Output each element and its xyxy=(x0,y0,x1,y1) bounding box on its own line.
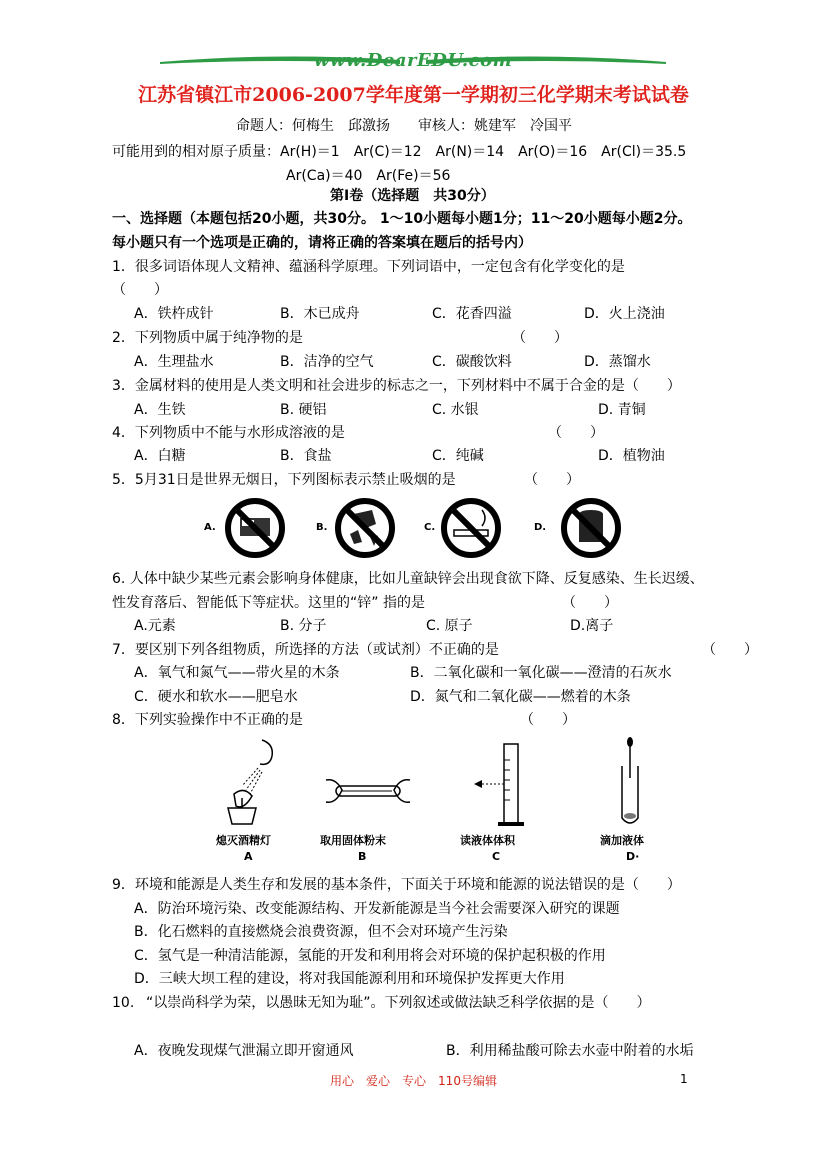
q9-option-b[interactable]: B．化石燃料的直接燃烧会浪费资源，但不会对环境产生污染 xyxy=(134,924,508,940)
q4-option-c[interactable]: C．纯碱 xyxy=(432,448,484,464)
volume-title: 第Ⅰ卷（选择题 共30分） xyxy=(330,188,495,204)
q2-option-b[interactable]: B．洁净的空气 xyxy=(280,354,374,370)
q10-option-a[interactable]: A．夜晚发现煤气泄漏立即开窗通风 xyxy=(134,1043,354,1059)
q4-option-d[interactable]: D．植物油 xyxy=(598,448,665,464)
q3-option-a[interactable]: A．生铁 xyxy=(134,402,186,418)
take-solid-powder-icon[interactable] xyxy=(322,764,414,828)
no-smoking-sign-c-icon[interactable] xyxy=(438,496,504,560)
q2-option-a[interactable]: A．生理盐水 xyxy=(134,354,214,370)
q8-stem: 8．下列实验操作中不正确的是 xyxy=(112,712,303,728)
q4-answer-paren[interactable]: （ ） xyxy=(548,425,604,441)
q9-stem: 9．环境和能源是人类生存和发展的基本条件，下面关于环境和能源的说法错误的是（ ） xyxy=(112,877,681,893)
q3-option-c[interactable]: C. 水银 xyxy=(432,402,479,418)
q6-option-a[interactable]: A.元素 xyxy=(134,618,176,634)
q5-figure xyxy=(200,494,646,562)
q2-option-d[interactable]: D．蒸馏水 xyxy=(584,354,651,370)
q1-option-d[interactable]: D．火上浇油 xyxy=(584,306,665,322)
q2-option-c[interactable]: C．碳酸饮料 xyxy=(432,354,512,370)
q6-stem-line-1: 6. 人体中缺少某些元素会影响身体健康，比如儿童缺锌会出现食欲下降、反复感染、生长迟缓、 xyxy=(112,571,704,587)
extinguish-alcohol-lamp-icon[interactable] xyxy=(222,736,292,828)
q8-caption-b: 取用固体粉末 xyxy=(320,834,386,847)
q1-stem: 1．很多词语体现人文精神、蕴涵科学原理。下列词语中，一定包含有化学变化的是 xyxy=(112,259,625,275)
q8-letter-d: D· xyxy=(626,850,640,863)
q8-caption-d: 滴加液体 xyxy=(600,834,644,847)
q6-option-d[interactable]: D.离子 xyxy=(570,618,614,634)
q3-option-d[interactable]: D. 青铜 xyxy=(598,402,646,418)
q8-letter-b: B xyxy=(358,850,367,863)
q5-figure-label-a: A. xyxy=(204,522,216,533)
q8-answer-paren[interactable]: （ ） xyxy=(520,712,576,728)
no-smoking-sign-b-icon[interactable] xyxy=(332,496,398,560)
q7-option-c[interactable]: C．硬水和软水——肥皂水 xyxy=(134,689,298,705)
q10-number: 10. xyxy=(112,995,135,1011)
q1-option-a[interactable]: A．铁杵成针 xyxy=(134,306,214,322)
exam-title: 江苏省镇江市2006-2007学年度第一学期初三化学期末考试试卷 xyxy=(138,84,689,106)
q8-figure xyxy=(212,736,682,868)
q5-figure-label-d: D. xyxy=(534,522,547,533)
q8-caption-a: 熄灭酒精灯 xyxy=(216,834,271,847)
q9-option-a[interactable]: A．防治环境污染、改变能源结构、开发新能源是当今社会需要深入研究的课题 xyxy=(134,901,620,917)
page-number: 1 xyxy=(680,1072,688,1086)
q5-figure-label-c: C. xyxy=(424,522,436,533)
q1-option-b[interactable]: B．木已成舟 xyxy=(280,306,360,322)
no-smoking-sign-a-icon[interactable] xyxy=(222,496,288,560)
q3-option-b[interactable]: B. 硬铝 xyxy=(280,402,327,418)
add-liquid-dropper-icon[interactable] xyxy=(602,736,652,828)
q7-option-a[interactable]: A．氧气和氮气——带火星的木条 xyxy=(134,665,340,681)
read-liquid-volume-icon[interactable] xyxy=(468,740,538,828)
q4-stem: 4．下列物质中不能与水形成溶液的是 xyxy=(112,425,345,441)
q3-stem: 3．金属材料的使用是人类文明和社会进步的标志之一，下列材料中不属于合金的是（ ） xyxy=(112,378,681,394)
q6-answer-paren[interactable]: （ ） xyxy=(562,595,618,611)
site-url[interactable]: www.DearEDU.com xyxy=(313,50,513,71)
q7-stem: 7．要区别下列各组物质，所选择的方法（或试剂）不正确的是 xyxy=(112,642,499,658)
section-heading-line-1: 一、选择题（本题包括20小题，共30分。 1～10小题每小题1分；11～20小题每小题2分。 xyxy=(112,211,692,227)
q10-stem: “以崇尚科学为荣，以愚昧无知为耻”。下列叙述或做法缺乏科学依据的是（ ） xyxy=(146,995,651,1011)
atomic-masses-line-1: 可能用到的相对原子质量：Ar(H)＝1 Ar(C)＝12 Ar(N)＝14 Ar(O)＝16 Ar(Cl)＝35.5 xyxy=(112,144,687,160)
q6-option-c[interactable]: C. 原子 xyxy=(426,618,473,634)
authors-line: 命题人：何梅生 邱激扬 审核人：姚建军 冷国平 xyxy=(236,118,572,134)
q4-option-a[interactable]: A．白糖 xyxy=(134,448,186,464)
q2-answer-paren[interactable]: （ ） xyxy=(512,330,568,346)
q5-answer-paren[interactable]: （ ） xyxy=(524,472,580,488)
section-heading-line-2: 每小题只有一个选项是正确的，请将正确的答案填在题后的括号内） xyxy=(112,235,532,251)
q7-answer-paren[interactable]: （ ） xyxy=(702,642,758,658)
q10-option-b[interactable]: B．利用稀盐酸可除去水壶中附着的水垢 xyxy=(446,1043,694,1059)
q5-stem: 5．5月31日是世界无烟日，下列图标表示禁止吸烟的是 xyxy=(112,472,456,488)
q1-answer-paren[interactable]: （ ） xyxy=(112,282,168,298)
q4-option-b[interactable]: B．食盐 xyxy=(280,448,332,464)
q6-stem-line-2: 性发育落后、智能低下等症状。这里的“锌” 指的是 xyxy=(112,595,425,611)
atomic-masses-line-2: Ar(Ca)＝40 Ar(Fe)＝56 xyxy=(286,168,451,184)
q8-letter-a: A xyxy=(244,850,253,863)
site-banner xyxy=(160,48,666,76)
q6-option-b[interactable]: B. 分子 xyxy=(280,618,327,634)
q1-option-c[interactable]: C．花香四溢 xyxy=(432,306,512,322)
q8-letter-c: C xyxy=(492,850,501,863)
q8-caption-c: 读液体体积 xyxy=(460,834,515,847)
page-footer: 用心 爱心 专心 110号编辑 xyxy=(330,1074,497,1088)
no-smoking-sign-d-icon[interactable] xyxy=(558,496,624,560)
q7-option-b[interactable]: B．二氧化碳和一氧化碳——澄清的石灰水 xyxy=(410,665,672,681)
q9-option-d[interactable]: D．三峡大坝工程的建设，将对我国能源利用和环境保护发挥更大作用 xyxy=(134,971,565,987)
q9-option-c[interactable]: C．氢气是一种清洁能源，氢能的开发和利用将会对环境的保护起积极的作用 xyxy=(134,948,606,964)
q5-figure-label-b: B. xyxy=(316,522,328,533)
q2-stem: 2．下列物质中属于纯净物的是 xyxy=(112,330,303,346)
q7-option-d[interactable]: D．氮气和二氧化碳——燃着的木条 xyxy=(410,689,631,705)
